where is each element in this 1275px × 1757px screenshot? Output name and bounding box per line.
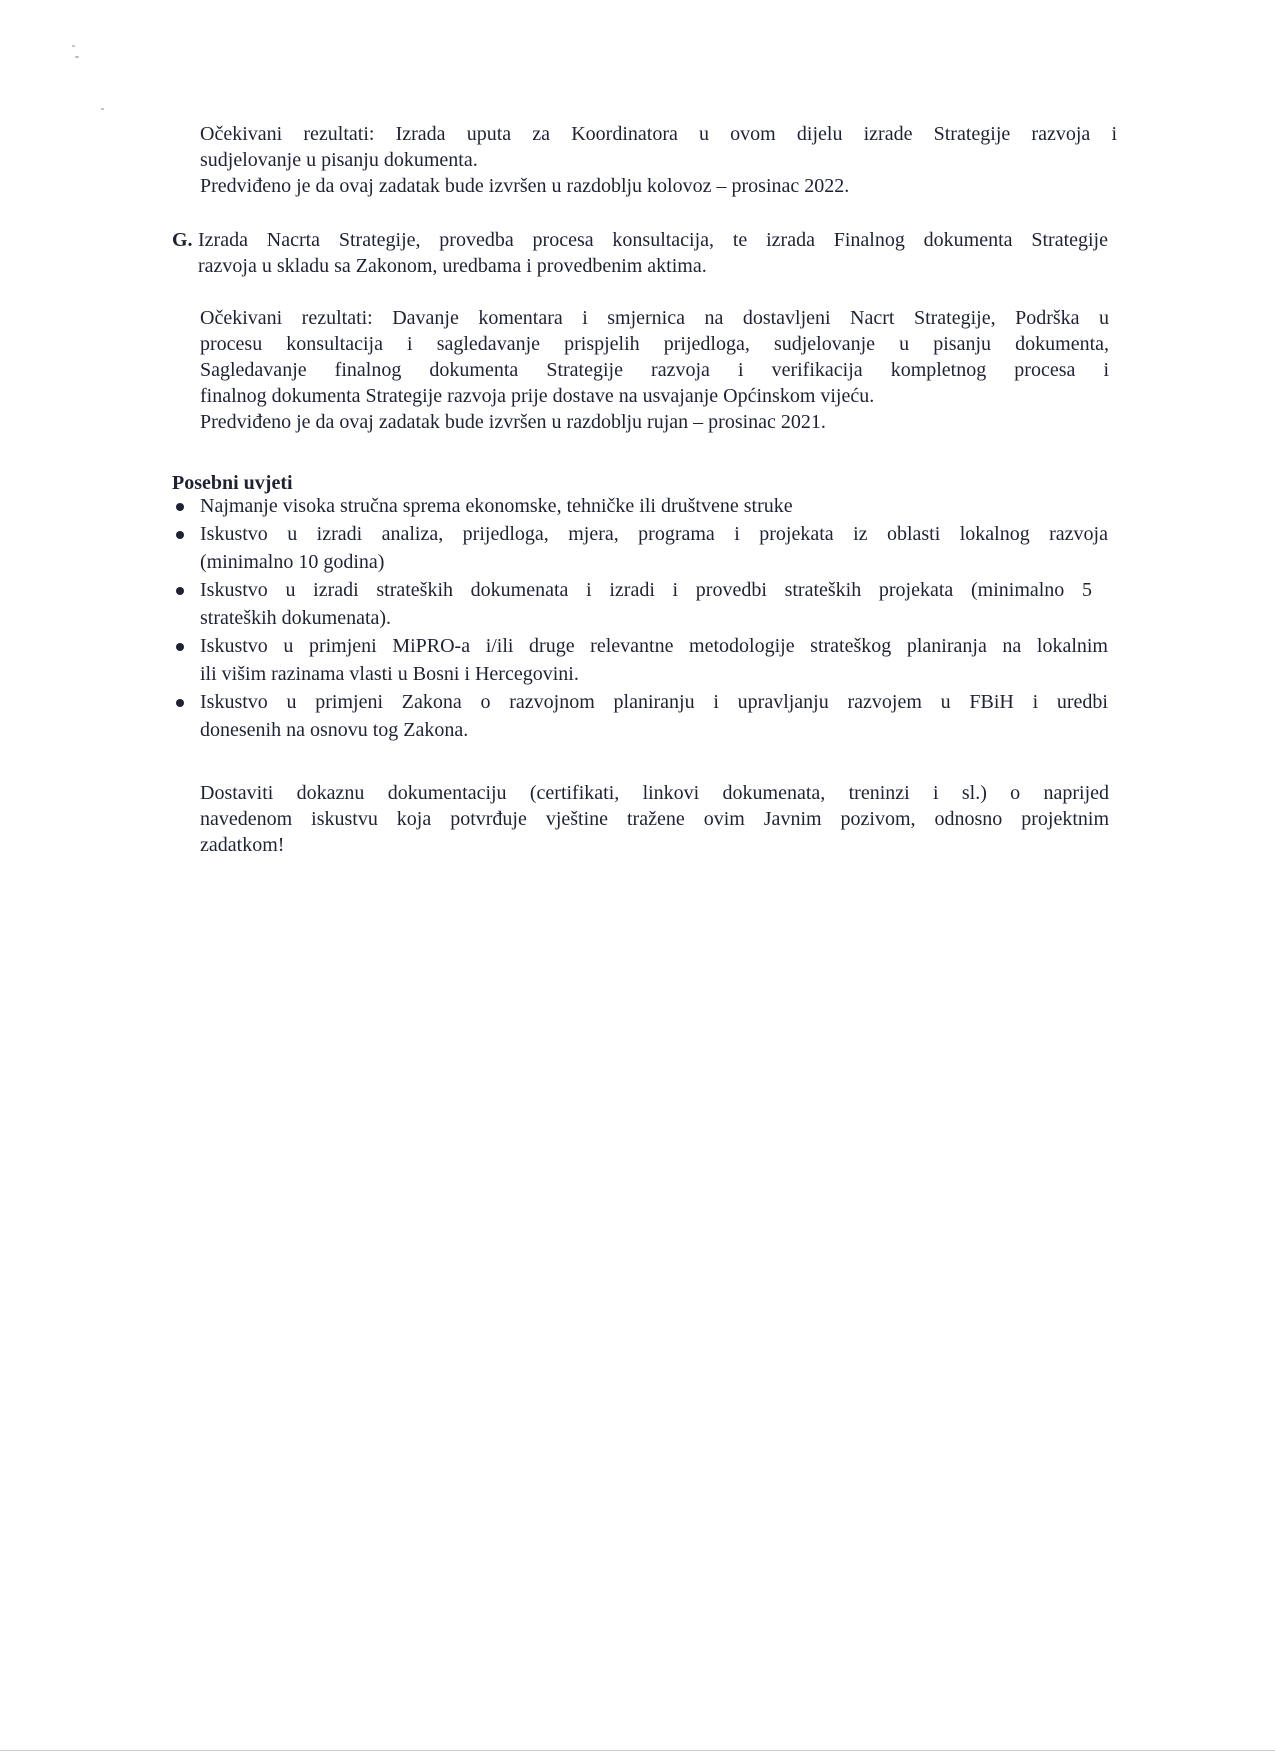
text-line: Sagledavanje finalnog dokumenta Strategije razvoja i verifikacija kompletnog procesa i [200, 359, 1109, 381]
text-line: Dostaviti dokaznu dokumentaciju (certifikati, linkovi dokumenata, treninzi i sl.) o naprijed [200, 782, 1109, 804]
list-item [172, 576, 1108, 632]
special-conditions-list [172, 492, 1108, 744]
scan-speck [72, 45, 75, 47]
text-line: Iskustvo u izradi analiza, prijedloga, mjera, programa i projekata iz oblasti lokalnog razvoja [200, 523, 1108, 545]
text-line: Predviđeno je da ovaj zadatak bude izvršen u razdoblju kolovoz – prosinac 2022. [200, 175, 850, 197]
bullet-icon [176, 531, 184, 539]
text-line: navedenom iskustvu koja potvrđuje vještine tražene ovim Javnim pozivom, odnosno projektnim [200, 808, 1109, 830]
text-line: zadatkom! [200, 834, 285, 856]
text-line: razvoja u skladu sa Zakonom, uredbama i provedbenim aktima. [198, 255, 707, 277]
text-line: Iskustvo u primjeni Zakona o razvojnom planiranju i upravljanju razvojem u FBiH i uredbi [200, 691, 1108, 713]
text-line: strateških dokumenata). [200, 607, 392, 629]
section-letter: G. [172, 229, 193, 251]
scan-speck [75, 56, 79, 58]
text-line: donesenih na osnovu tog Zakona. [200, 719, 469, 741]
list-item [172, 688, 1108, 744]
section-g-text [198, 227, 1108, 279]
bullet-icon [176, 503, 184, 511]
text-line: (minimalno 10 godina) [200, 551, 385, 573]
list-item [172, 632, 1108, 688]
text-line: Očekivani rezultati: Izrada uputa za Koordinatora u ovom dijelu izrade Strategije razvoja i [200, 123, 1117, 145]
text-line: Očekivani rezultati: Davanje komentara i smjernica na dostavljeni Nacrt Strategije, Podrška u [200, 307, 1109, 329]
text-line: Iskustvo u izradi strateških dokumenata i izradi i provedbi strateških projekata (minimalno 5 [200, 579, 1092, 601]
list-item [172, 520, 1108, 576]
special-conditions-heading: Posebni uvjeti [172, 472, 293, 494]
text-line: finalnog dokumenta Strategije razvoja prije dostave na usvajanje Općinskom vijeću. [200, 385, 875, 407]
text-line: Izrada Nacrta Strategije, provedba procesa konsultacija, te izrada Finalnog dokumenta Strategije [198, 229, 1108, 251]
scan-edge-line [0, 1750, 1275, 1751]
bullet-icon [176, 699, 184, 707]
text-line: ili višim razinama vlasti u Bosni i Hercegovini. [200, 663, 579, 685]
text-line: Najmanje visoka stručna sprema ekonomske, tehničke ili društvene struke [200, 495, 793, 517]
bullet-icon [176, 587, 184, 595]
text-line: procesu konsultacija i sagledavanje prispjelih prijedloga, sudjelovanje u pisanju dokumenta, [200, 333, 1109, 355]
expected-results-paragraph-1 [200, 121, 1117, 199]
documentation-paragraph [200, 780, 1109, 858]
expected-results-paragraph-2 [200, 305, 1109, 435]
text-line: sudjelovanje u pisanju dokumenta. [200, 149, 478, 171]
text-line: Iskustvo u primjeni MiPRO-a i/ili druge relevantne metodologije strateškog planiranja na lokalnim [200, 635, 1108, 657]
bullet-icon [176, 643, 184, 651]
text-line: Predviđeno je da ovaj zadatak bude izvršen u razdoblju rujan – prosinac 2021. [200, 411, 826, 433]
list-item [172, 492, 1108, 520]
scan-speck [101, 108, 104, 110]
